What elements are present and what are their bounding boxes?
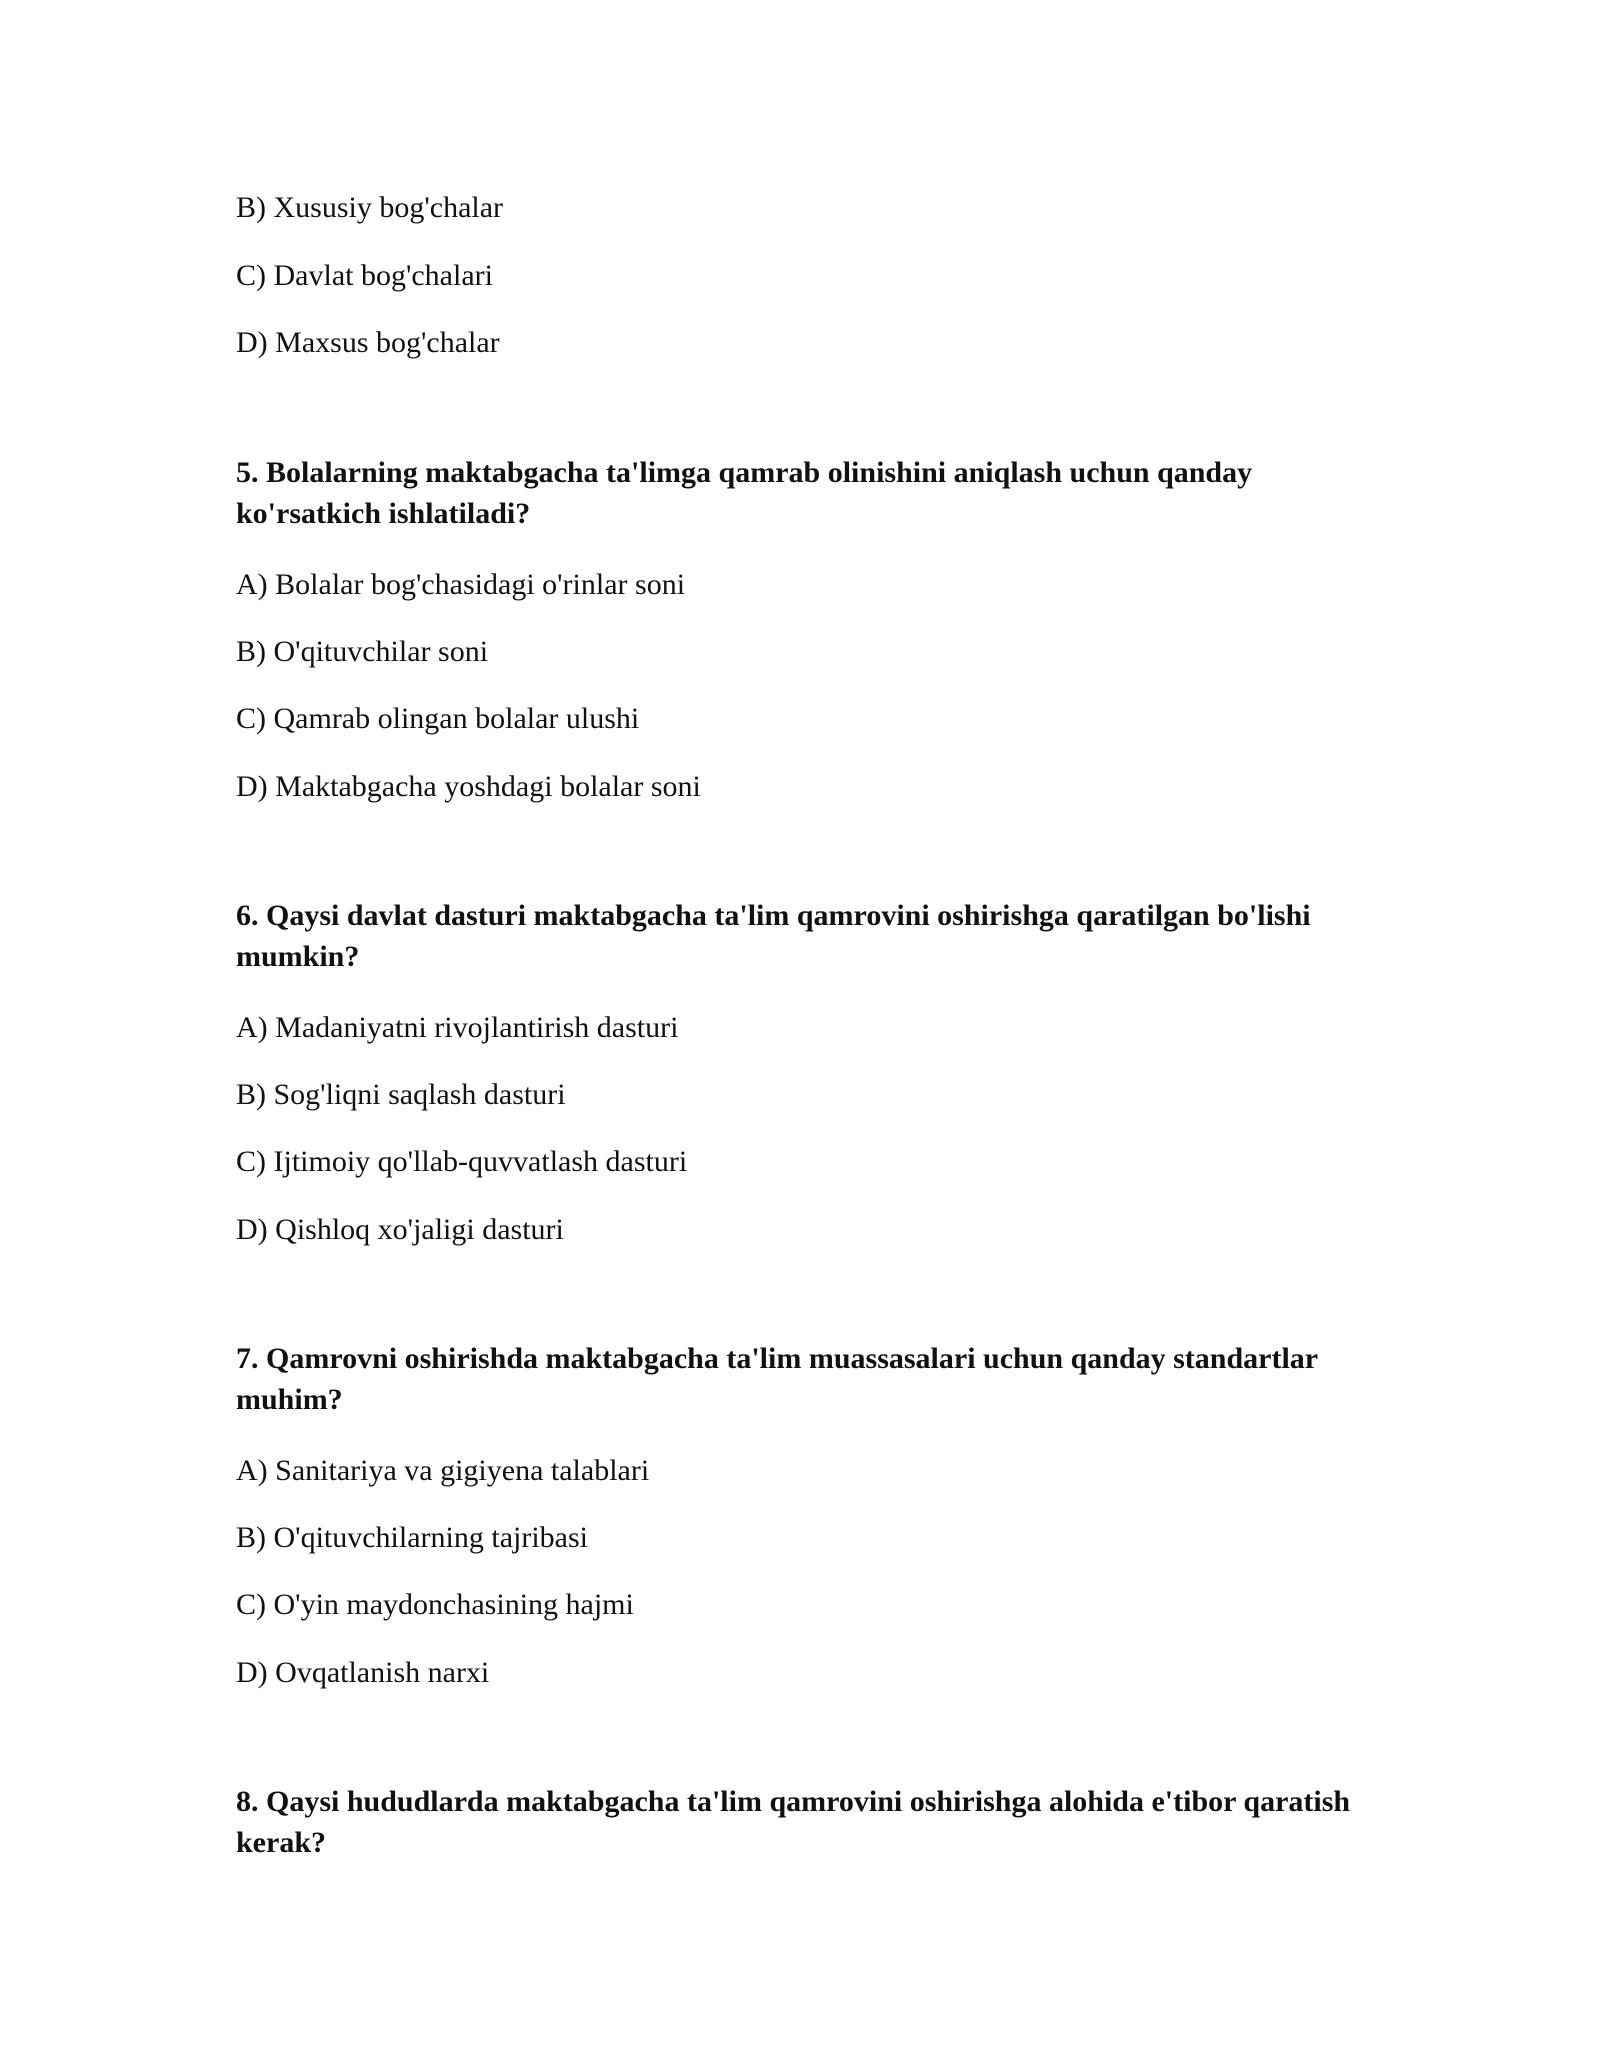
answer-option: C) Davlat bog'chalari	[236, 259, 493, 292]
answer-option: B) Sog'liqni saqlash dasturi	[236, 1078, 566, 1111]
question-8-text: 8. Qaysi hududlarda maktabgacha ta'lim qamrovini oshirishga alohida e'tibor qaratish kerak?	[236, 1785, 1351, 1859]
answer-option: B) O'qituvchilar soni	[236, 635, 489, 668]
answer-option: C) O'yin maydonchasining hajmi	[236, 1588, 634, 1621]
question-6-text: 6. Qaysi davlat dasturi maktabgacha ta'lim qamrovini oshirishga qaratilgan bo'lishi mumkin?	[236, 899, 1311, 973]
answer-option: D) Qishloq xo'jaligi dasturi	[236, 1213, 564, 1246]
answer-option: B) Xususiy bog'chalar	[236, 191, 504, 224]
answer-option: B) O'qituvchilarning tajribasi	[236, 1521, 589, 1554]
answer-option: C) Qamrab olingan bolalar ulushi	[236, 702, 640, 735]
answer-option: A) Bolalar bog'chasidagi o'rinlar soni	[236, 568, 686, 601]
question-7-text: 7. Qamrovni oshirishda maktabgacha ta'lim muassasalari uchun qanday standartlar muhim?	[236, 1342, 1318, 1416]
answer-option: D) Ovqatlanish narxi	[236, 1656, 490, 1689]
answer-option: C) Ijtimoiy qo'llab-quvvatlash dasturi	[236, 1145, 688, 1178]
answer-option: D) Maktabgacha yoshdagi bolalar soni	[236, 770, 701, 803]
question-5-text: 5. Bolalarning maktabgacha ta'limga qamrab olinishini aniqlash uchun qanday ko'rsatkich ishlatiladi?	[236, 456, 1253, 530]
answer-option: A) Sanitariya va gigiyena talablari	[236, 1454, 650, 1487]
answer-option: A) Madaniyatni rivojlantirish dasturi	[236, 1011, 679, 1044]
answer-option: D) Maxsus bog'chalar	[236, 326, 500, 359]
